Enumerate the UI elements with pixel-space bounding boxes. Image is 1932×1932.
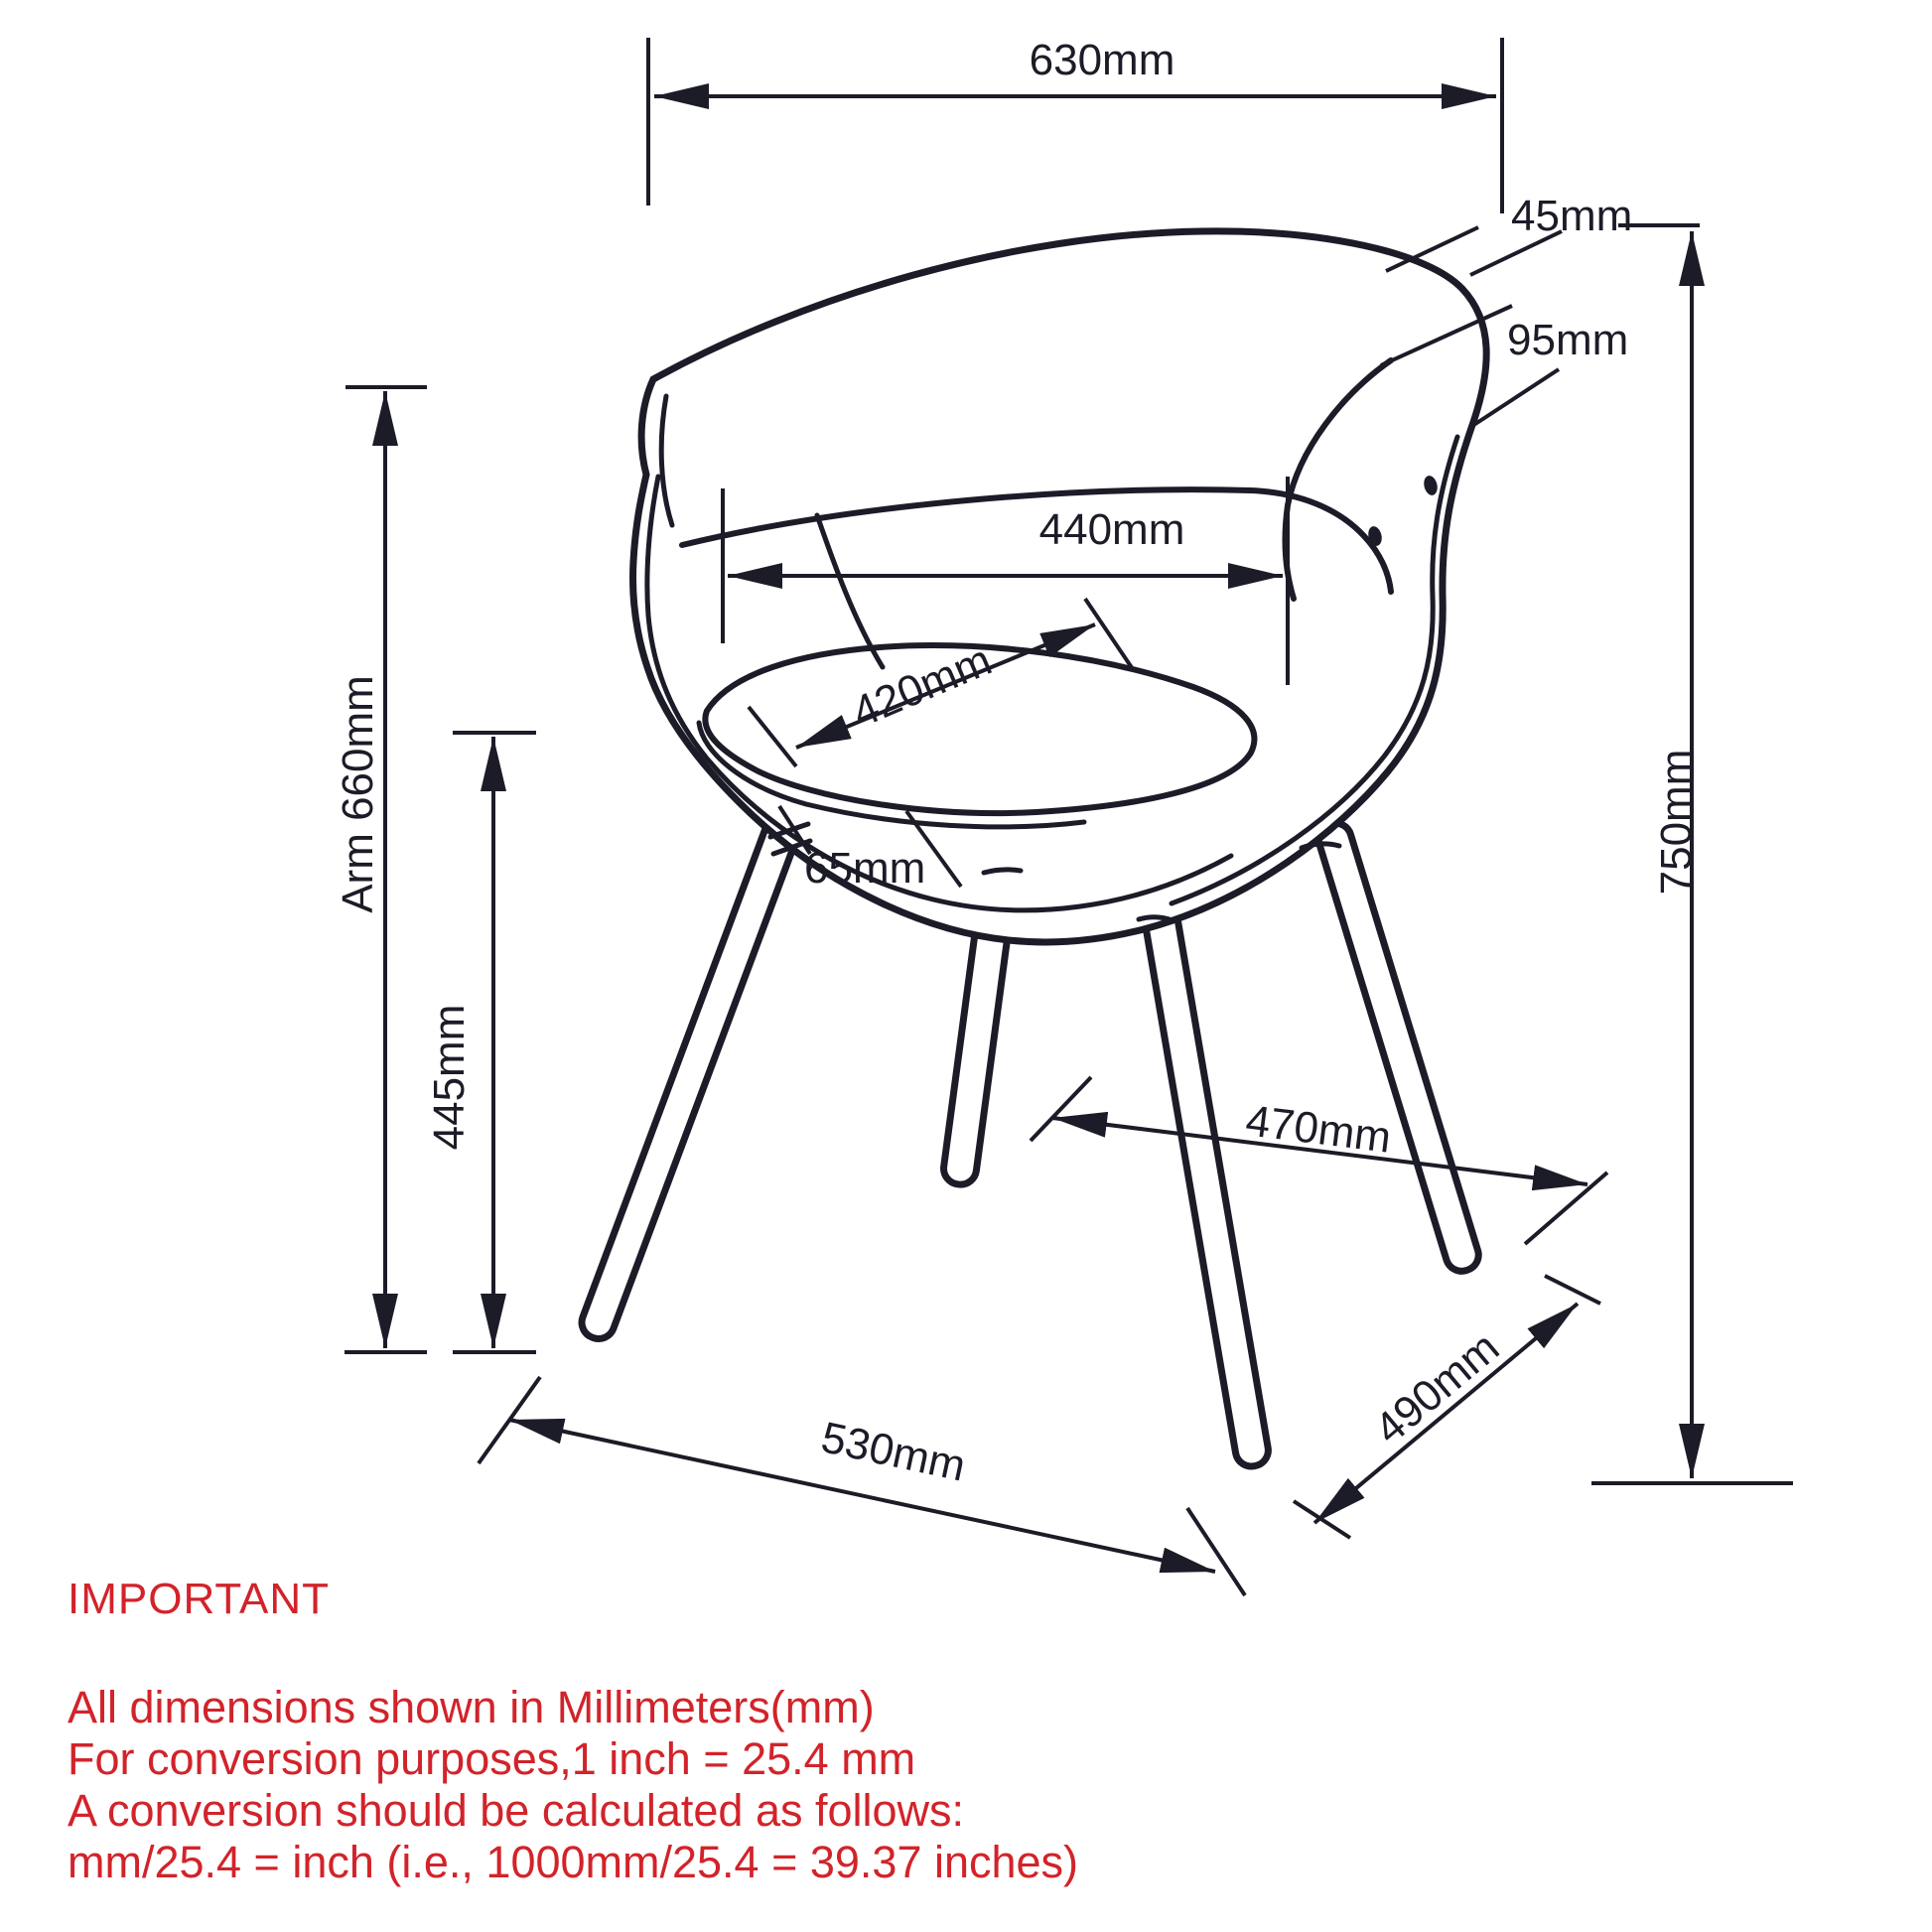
dim-490-tick-bottom: [1294, 1501, 1350, 1538]
dim-530-label: 530mm: [817, 1413, 970, 1491]
dim-490-tick-top: [1545, 1276, 1600, 1304]
note-line-3: A conversion should be calculated as follows:: [68, 1785, 965, 1836]
note-line-1: All dimensions shown in Millimeters(mm): [68, 1682, 875, 1732]
dim-630-label: 630mm: [1029, 36, 1175, 84]
dim-660-label: Arm 660mm: [334, 675, 382, 913]
dim-470: [1031, 1077, 1607, 1244]
note-line-2: For conversion purposes,1 inch = 25.4 mm: [68, 1733, 916, 1784]
dim-95-label: 95mm: [1507, 316, 1629, 364]
dim-490-line: [1314, 1304, 1578, 1523]
chair-drawing: [577, 231, 1486, 1469]
dim-420-label: 420mm: [845, 635, 999, 738]
dim-65-label: 65mm: [804, 844, 926, 893]
dim-490: [1294, 1276, 1600, 1538]
dim-750-label: 750mm: [1652, 749, 1701, 896]
front-right-leg: [1141, 891, 1271, 1468]
dim-440-label: 440mm: [1038, 505, 1185, 554]
dim-660: [334, 387, 427, 1352]
dim-445-label: 445mm: [425, 1004, 474, 1151]
dim-470-tick-left: [1031, 1077, 1091, 1141]
note-line-4: mm/25.4 = inch (i.e., 1000mm/25.4 = 39.37 inches): [68, 1837, 1079, 1887]
dim-445: [425, 733, 536, 1352]
important-heading: IMPORTANT: [68, 1575, 331, 1623]
dim-630: [648, 36, 1502, 213]
important-notes: [68, 1575, 1078, 1888]
dim-45-label: 45mm: [1511, 192, 1633, 240]
front-left-leg: [577, 792, 809, 1343]
dim-530-tick-right: [1187, 1508, 1245, 1595]
dim-470-label: 470mm: [1243, 1096, 1394, 1163]
rear-right-leg: [1314, 819, 1482, 1275]
dim-750: [1591, 225, 1793, 1483]
dim-490-label: 490mm: [1365, 1322, 1509, 1454]
dim-530: [479, 1377, 1245, 1595]
